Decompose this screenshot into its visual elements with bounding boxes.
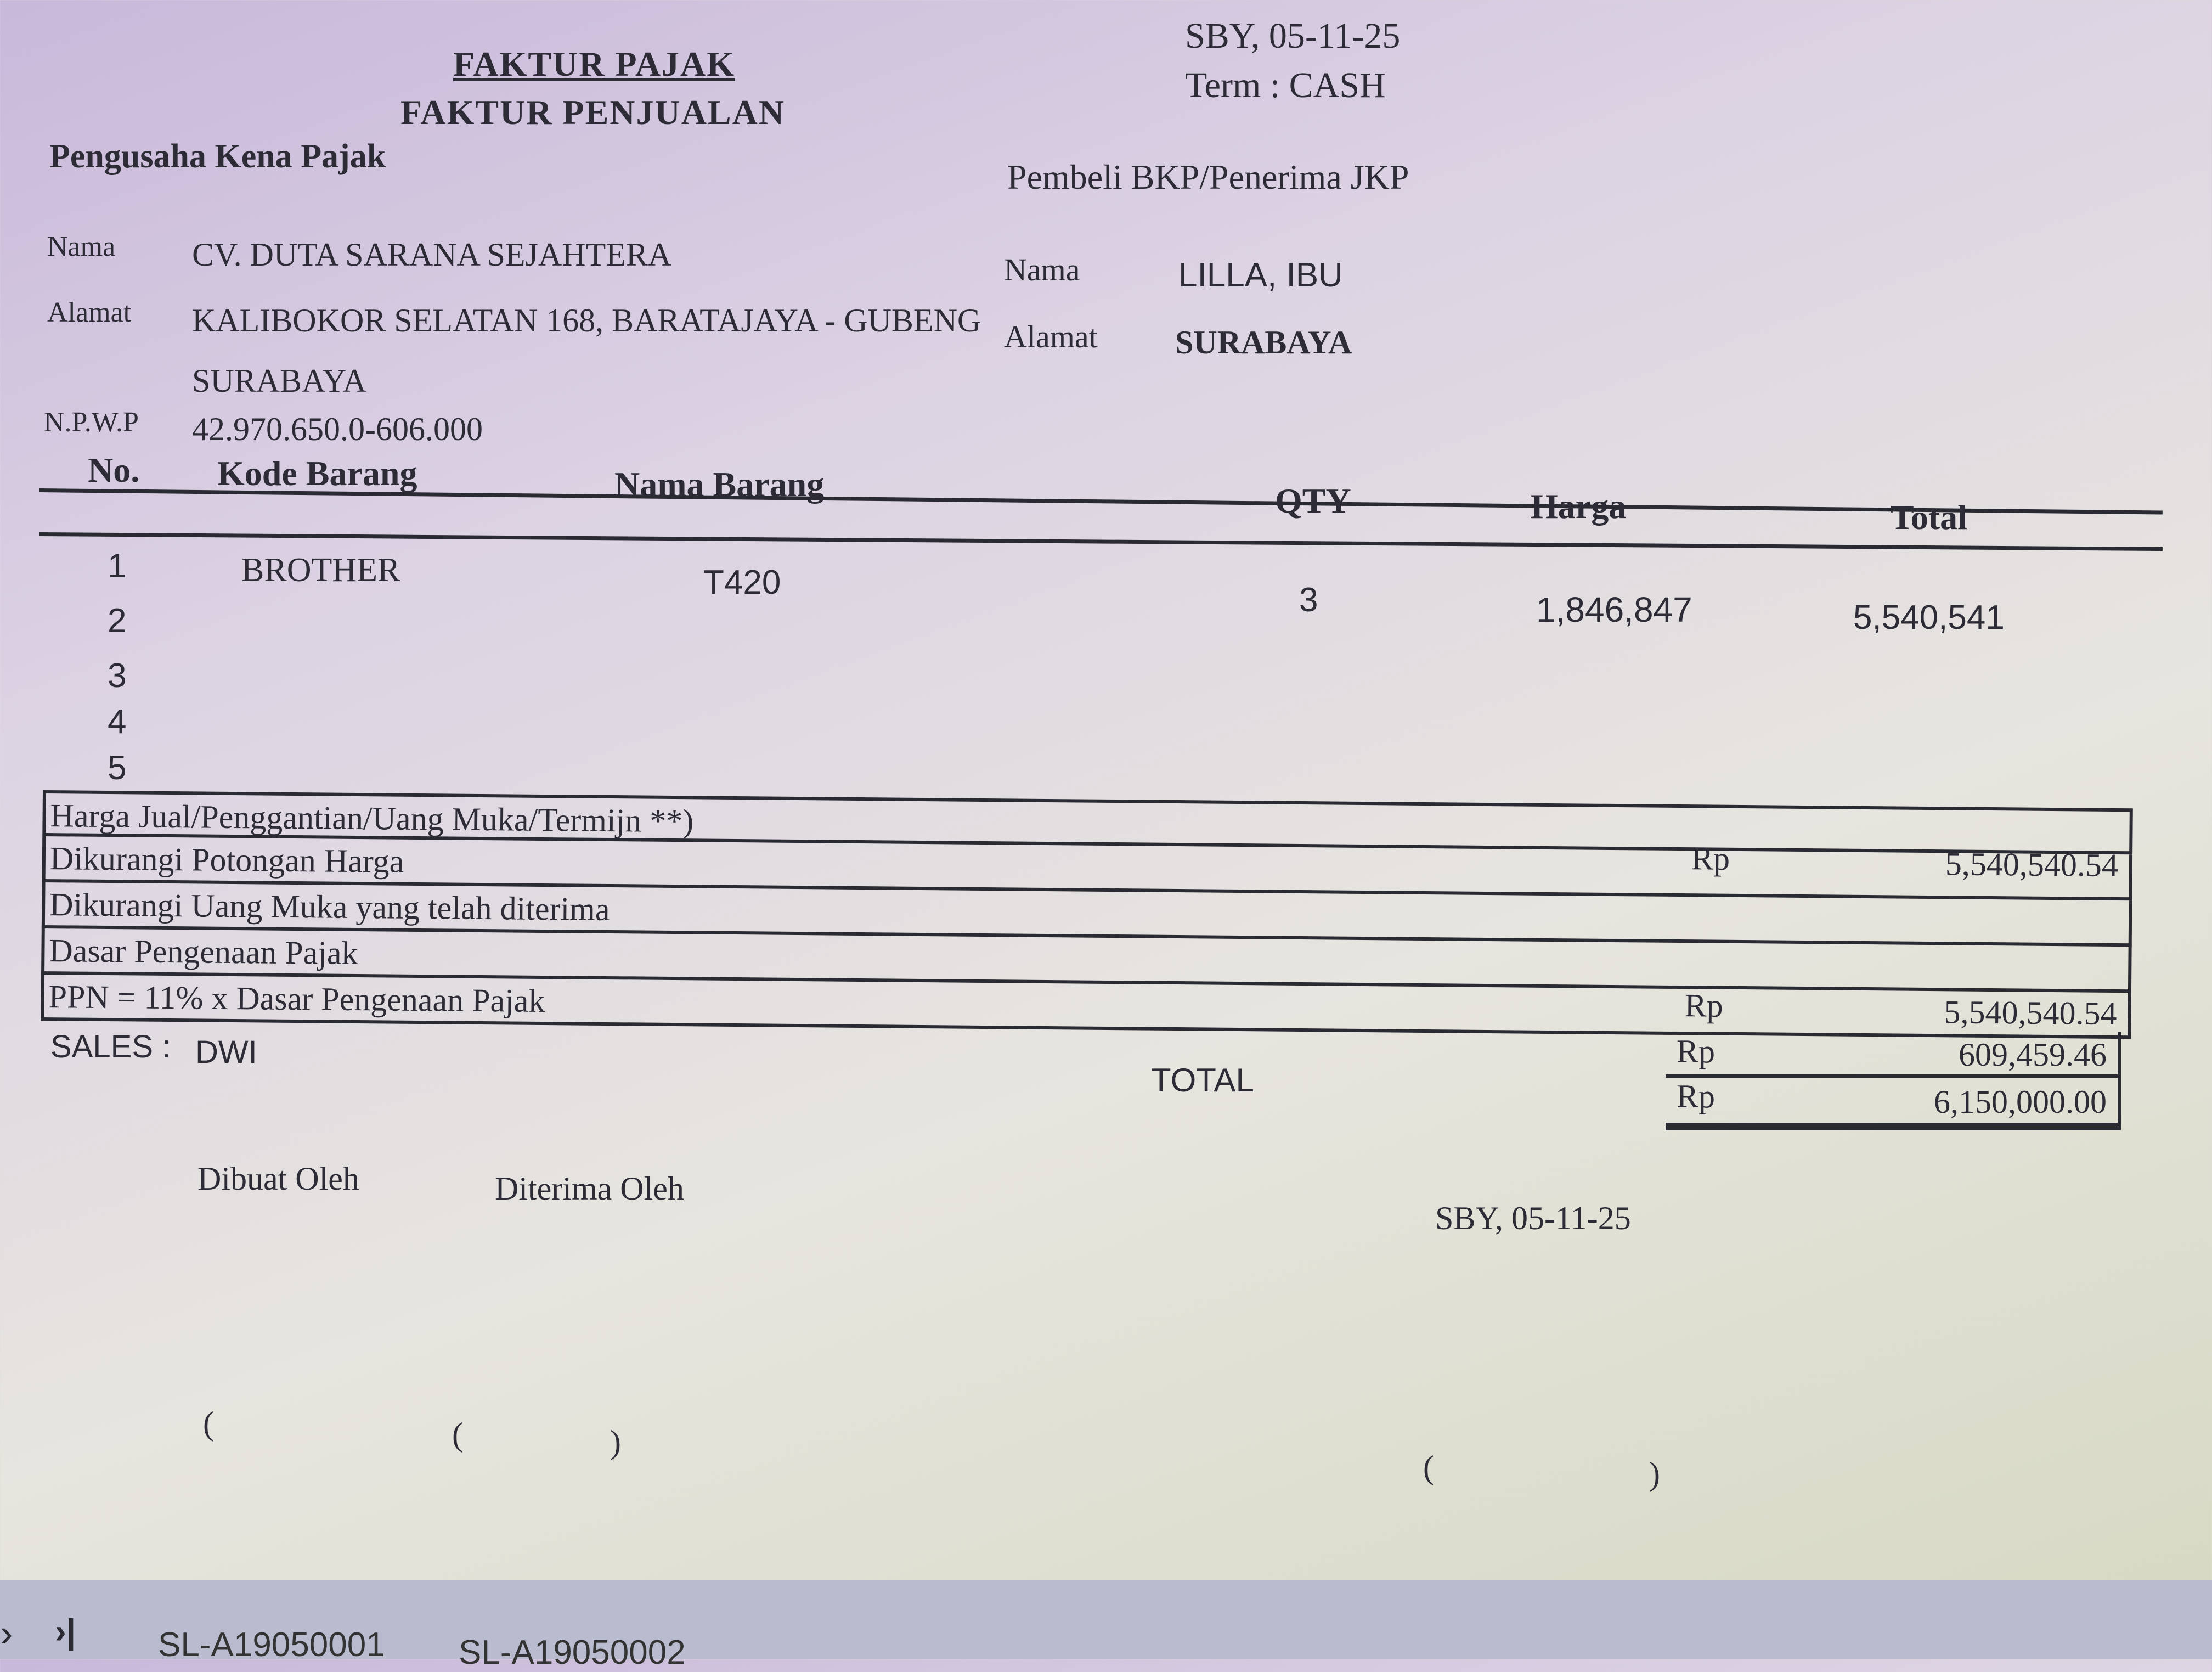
- row-number: 4: [108, 703, 127, 741]
- sheet-tab-bar: [0, 1580, 2212, 1671]
- seller-address-label: Alamat: [47, 297, 132, 328]
- col-header-total: Total: [1891, 498, 1967, 537]
- harga-jual-value: 5,540,540.54: [1945, 846, 2119, 884]
- row-number: 3: [108, 657, 127, 695]
- signature-paren-close: ): [610, 1424, 621, 1460]
- signature-place-date: SBY, 05-11-25: [1435, 1200, 1631, 1236]
- col-header-nama: Nama Barang: [614, 465, 825, 504]
- invoice-date: SBY, 05-11-25: [1185, 16, 1401, 56]
- buyer-name-label: Nama: [1004, 252, 1080, 288]
- invoice-title: FAKTUR PAJAK: [453, 44, 736, 83]
- buyer-address-label: Alamat: [1004, 319, 1098, 354]
- currency-label: Rp: [1684, 987, 1724, 1024]
- signature-paren-close: ): [1649, 1456, 1660, 1492]
- seller-section-label: Pengusaha Kena Pajak: [49, 138, 386, 175]
- sales-name: DWI: [195, 1034, 257, 1070]
- dpp-value: 5,540,540.54: [1944, 994, 2117, 1032]
- buyer-section-label: Pembeli BKP/Penerima JKP: [1007, 157, 1409, 196]
- col-header-harga: Harga: [1531, 487, 1627, 526]
- dpp-label: Dasar Pengenaan Pajak: [49, 932, 358, 972]
- invoice-subtitle: FAKTUR PENJUALAN: [400, 93, 786, 132]
- ppn-value: 609,459.46: [1959, 1037, 2107, 1073]
- signature-paren-open: (: [452, 1416, 463, 1453]
- buyer-address: SURABAYA: [1175, 324, 1352, 361]
- signature-paren-open: (: [1423, 1449, 1434, 1485]
- total-label: TOTAL: [1151, 1062, 1254, 1099]
- signature-paren-open: (: [203, 1405, 214, 1442]
- seller-name: CV. DUTA SARANA SEJAHTERA: [192, 237, 672, 273]
- seller-name-label: Nama: [47, 231, 116, 262]
- currency-label: Rp: [1691, 840, 1730, 877]
- npwp-label: N.P.W.P: [44, 407, 139, 438]
- item-qty: 3: [1299, 581, 1318, 619]
- seller-address-line1: KALIBOKOR SELATAN 168, BARATAJAYA - GUBENG: [192, 302, 981, 339]
- table-header-rule: [40, 532, 2163, 551]
- row-number: 5: [108, 749, 127, 787]
- currency-label: Rp: [1677, 1078, 1716, 1114]
- col-header-no: No.: [88, 451, 140, 489]
- ppn-amount-box: [1666, 1032, 2121, 1078]
- total-underline: [1666, 1123, 2121, 1127]
- currency-label: Rp: [1677, 1033, 1716, 1069]
- potongan-label: Dikurangi Potongan Harga: [49, 840, 404, 880]
- item-total: 5,540,541: [1853, 599, 2005, 637]
- harga-jual-label: Harga Jual/Penggantian/Uang Muka/Termijn **): [50, 797, 694, 840]
- item-harga: 1,846,847: [1536, 590, 1692, 629]
- payment-term: Term : CASH: [1185, 65, 1386, 105]
- col-header-qty: QTY: [1275, 481, 1351, 520]
- received-by-label: Diterima Oleh: [495, 1170, 684, 1207]
- buyer-name: LILLA, IBU: [1178, 256, 1343, 294]
- row-number: 1: [108, 547, 127, 585]
- skip-to-end-icon[interactable]: ›|: [55, 1613, 76, 1651]
- sales-label: SALES :: [50, 1029, 171, 1065]
- sheet-tab-2[interactable]: SL-A19050002: [459, 1634, 686, 1671]
- row-number: 2: [108, 602, 127, 640]
- sheet-tab-1[interactable]: SL-A19050001: [158, 1626, 385, 1664]
- col-header-kode: Kode Barang: [217, 454, 417, 493]
- item-nama: T420: [703, 564, 781, 601]
- uang-muka-label: Dikurangi Uang Muka yang telah diterima: [49, 886, 610, 928]
- seller-address-line2: SURABAYA: [192, 363, 366, 399]
- chevron-right-icon[interactable]: ›: [0, 1612, 13, 1654]
- item-kode: BROTHER: [241, 551, 400, 589]
- total-value: 6,150,000.00: [1934, 1084, 2107, 1120]
- ppn-label: PPN = 11% x Dasar Pengenaan Pajak: [48, 978, 545, 1020]
- made-by-label: Dibuat Oleh: [198, 1161, 359, 1197]
- npwp-value: 42.970.650.0-606.000: [192, 411, 483, 447]
